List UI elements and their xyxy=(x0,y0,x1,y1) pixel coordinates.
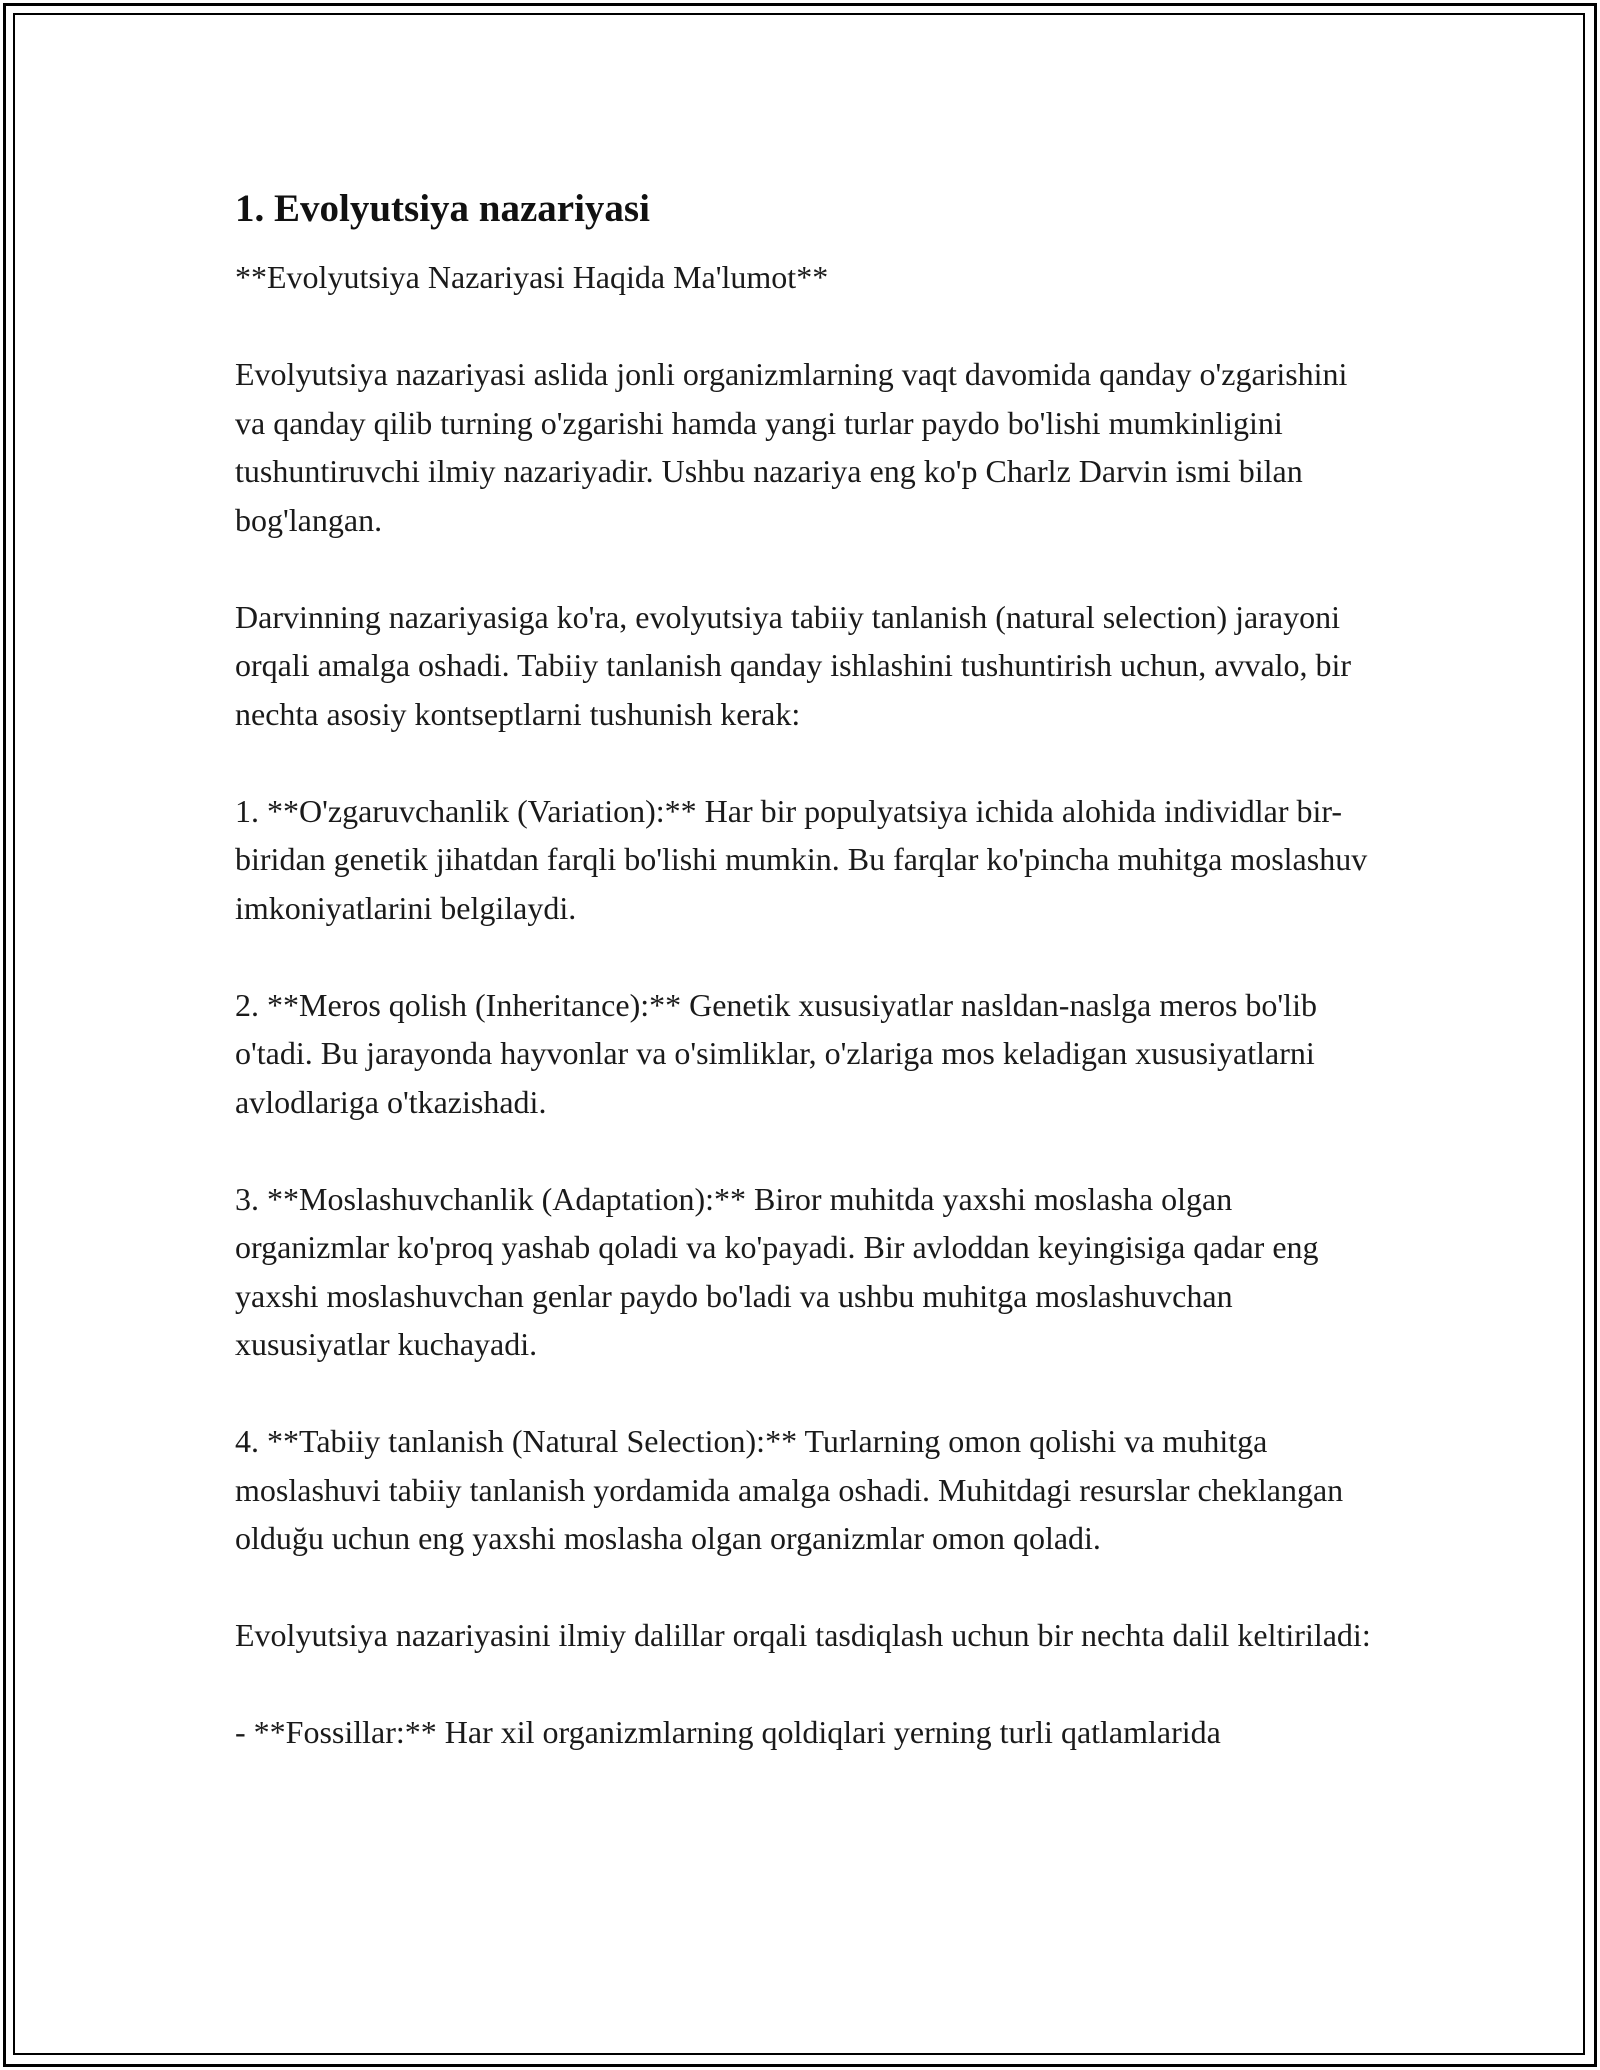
paragraph-evidence-intro: Evolyutsiya nazariyasini ilmiy dalillar orqali tasdiqlash uchun bir nechta dalil keltiriladi: xyxy=(235,1617,1371,1653)
list-item-inheritance: 2. **Meros qolish (Inheritance):** Genetik xususiyatlar nasldan-naslga meros bo'lib o'tadi. Bu jarayonda hayvonlar va o'simliklar, o'zlariga mos keladigan xususiyatlarni avlodlariga o'tkazishadi. xyxy=(235,986,1317,1120)
document-title: 1. Evolyutsiya nazariyasi xyxy=(235,187,650,230)
document-body xyxy=(235,185,1385,1757)
list-item-natural-selection: 4. **Tabiiy tanlanish (Natural Selection):** Turlarning omon qolishi va muhitga moslashuvi tabiiy tanlanish yordamida amalga oshadi. Muhitdagi resurslar cheklangan olduğu uchun eng yaxshi moslasha olgan organizmlar omon qoladi. xyxy=(235,1423,1344,1556)
list-item-adaptation: 3. **Moslashuvchanlik (Adaptation):** Biror muhitda yaxshi moslasha olgan organizmlar ko'proq yashab qoladi va ko'payadi. Bir avloddan keyingisiga qadar eng yaxshi moslashuvchan genlar paydo bo'ladi va ushbu muhitga moslashuvchan xususiyatlar kuchayadi. xyxy=(235,1180,1319,1362)
list-item-variation: 1. **O'zgaruvchanlik (Variation):** Har bir populyatsiya ichida alohida individlar bir-biridan genetik jihatdan farqli bo'lishi mumkin. Bu farqlar ko'pincha muhitga moslashuv imkoniyatlarini belgilaydi. xyxy=(235,792,1368,926)
paragraph-intro: Evolyutsiya nazariyasi aslida jonli organizmlarning vaqt davomida qanday o'zgarishini va qanday qilib turning o'zgarishi hamda yangi turlar paydo bo'lishi mumkinligini tushuntiruvchi ilmiy nazariyadir. Ushbu nazariya eng ko'p Charlz Darvin ismi bilan bog'langan. xyxy=(235,356,1348,538)
document-subtitle: **Evolyutsiya Nazariyasi Haqida Ma'lumot** xyxy=(235,259,829,295)
paragraph-darwin: Darvinning nazariyasiga ko'ra, evolyutsiya tabiiy tanlanish (natural selection) jarayoni orqali amalga oshadi. Tabiiy tanlanish qanday ishlashini tushuntirish uchun, avvalo, bir nechta asosiy kontseptlarni tushunish kerak: xyxy=(235,598,1352,732)
bullet-item-fossils: - **Fossillar:** Har xil organizmlarning qoldiqlari yerning turli qatlamlarida xyxy=(235,1714,1221,1750)
